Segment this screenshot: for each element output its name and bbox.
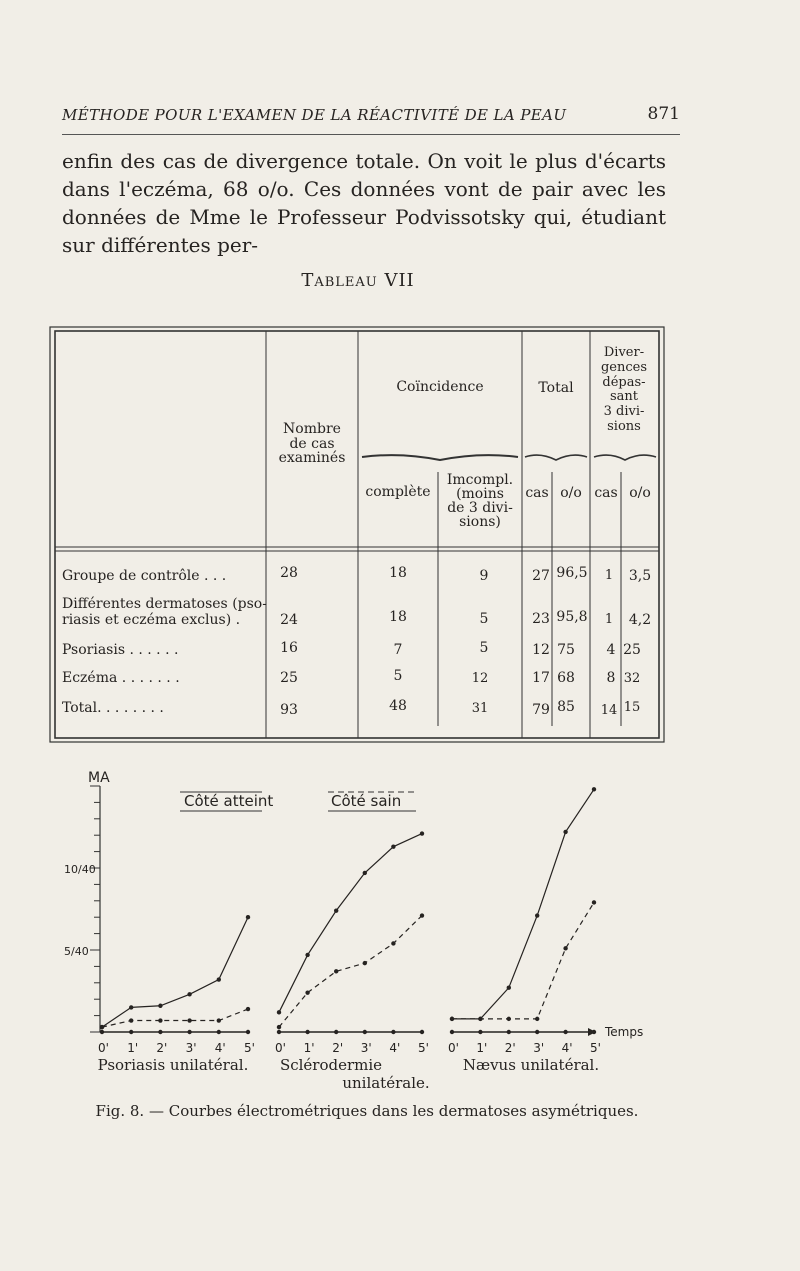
data-point	[334, 969, 338, 973]
data-point	[334, 1030, 338, 1034]
data-point	[277, 1010, 281, 1014]
hdr-div-6: sions	[607, 419, 641, 434]
data-point	[187, 992, 191, 996]
hdr-nombre-2: de cas	[289, 436, 335, 452]
data-point	[305, 953, 309, 957]
row-label: Groupe de contrôle . . .	[62, 568, 227, 584]
row-label: Eczéma . . . . . . .	[62, 670, 180, 686]
cell-complete: 5	[393, 668, 403, 684]
row-label: Différentes dermatoses (pso-	[62, 596, 267, 612]
x-tick-label: 4'	[389, 1041, 401, 1055]
data-point	[592, 787, 596, 791]
cell-div-cas: 4	[606, 642, 616, 658]
cell-total-pct: 96,5	[556, 565, 588, 581]
hdr-incomplete-1: Imcompl.	[446, 472, 514, 488]
data-point	[246, 1007, 250, 1011]
cell-total-pct: 68	[557, 670, 575, 686]
cell-div-cas: 14	[600, 703, 618, 718]
data-point	[129, 1030, 133, 1034]
cell-nombre: 93	[280, 702, 298, 718]
cell-total-pct: 95,8	[556, 609, 588, 625]
hdr-div-pct: o/o	[629, 485, 651, 501]
x-tick-label: 3'	[533, 1041, 545, 1055]
hdr-incomplete-3: de 3 divi-	[447, 500, 513, 516]
hdr-div-5: 3 divi-	[603, 404, 645, 419]
cell-total-pct: 75	[557, 642, 575, 658]
data-point	[391, 844, 395, 848]
x-tick-label: 3'	[185, 1041, 197, 1055]
x-tick-label: 3'	[360, 1041, 372, 1055]
data-point	[129, 1005, 133, 1009]
y-tick-label-10-40: 10/40	[64, 863, 96, 876]
data-point	[478, 1017, 482, 1021]
data-point	[363, 1030, 367, 1034]
figure-caption: Fig. 8. — Courbes électrométriques dans les dermatoses asymétriques.	[95, 1102, 639, 1120]
hdr-div-1: Diver-	[603, 345, 645, 360]
x-tick-label: 4'	[561, 1041, 573, 1055]
cell-complete: 48	[389, 698, 407, 714]
cell-complete: 18	[389, 609, 407, 625]
x-tick-label: 5'	[590, 1041, 601, 1055]
data-point	[187, 1018, 191, 1022]
data-point	[535, 1017, 539, 1021]
data-point	[217, 1018, 221, 1022]
cell-total-cas: 79	[532, 702, 550, 718]
data-point	[305, 990, 309, 994]
data-point	[450, 1017, 454, 1021]
time-arrow	[588, 1028, 596, 1036]
cell-div-cas: 8	[606, 670, 616, 686]
cell-incomplete: 12	[471, 671, 489, 686]
chart-panels	[100, 787, 596, 1036]
cell-div-cas: 1	[604, 568, 614, 583]
x-tick-label: 5'	[244, 1041, 255, 1055]
series-line-atteint	[279, 834, 422, 1013]
x-tick-label: 0'	[448, 1041, 459, 1055]
data-point	[391, 941, 395, 945]
series-line-atteint	[102, 917, 248, 1027]
data-point	[158, 1018, 162, 1022]
data-point	[507, 1030, 511, 1034]
data-point	[129, 1018, 133, 1022]
hdr-div-3: dépas-	[602, 375, 646, 390]
x-tick-labels	[98, 1041, 601, 1055]
table-caption-text: Tableau VII	[301, 270, 415, 291]
data-point	[100, 1030, 104, 1034]
data-point	[158, 1030, 162, 1034]
x-tick-label: 2'	[332, 1041, 344, 1055]
x-tick-label: 1'	[127, 1041, 139, 1055]
cell-incomplete: 31	[471, 701, 489, 716]
x-tick-label: 0'	[98, 1041, 109, 1055]
series-line-sain	[279, 916, 422, 1028]
legend-label-sain: Côté sain	[331, 792, 402, 810]
data-point	[363, 871, 367, 875]
data-point	[563, 1030, 567, 1034]
data-point	[420, 1030, 424, 1034]
x-tick-label: 5'	[418, 1041, 429, 1055]
data-point	[391, 1030, 395, 1034]
running-title: MÉTHODE POUR L'EXAMEN DE LA RÉACTIVITÉ DE LA PEAU	[62, 106, 567, 124]
panel-name-psoriasis: Psoriasis unilatéral.	[97, 1056, 249, 1074]
hdr-nombre-3: examinés	[278, 450, 346, 466]
hdr-div-4: sant	[609, 389, 639, 404]
row-label: Total. . . . . . . .	[62, 700, 164, 716]
cell-incomplete: 9	[479, 568, 489, 584]
hdr-coincidence: Coïncidence	[396, 379, 484, 395]
x-tick-label: 1'	[303, 1041, 315, 1055]
cell-nombre: 28	[280, 565, 298, 581]
data-point	[305, 1030, 309, 1034]
hdr-total: Total	[538, 380, 574, 396]
x-axis-label: Temps	[605, 1025, 644, 1039]
x-tick-label: 2'	[504, 1041, 516, 1055]
x-tick-label: 4'	[214, 1041, 226, 1055]
data-point	[535, 1030, 539, 1034]
legend-label-atteint: Côté atteint	[184, 792, 274, 810]
data-point	[246, 1030, 250, 1034]
hdr-incomplete-4: sions)	[459, 514, 501, 530]
cell-complete: 18	[389, 565, 407, 581]
data-point	[507, 986, 511, 990]
hdr-nombre-1: Nombre	[283, 421, 341, 437]
cell-incomplete: 5	[479, 611, 489, 627]
data-point	[246, 915, 250, 919]
panel-name-naevus: Nævus unilatéral.	[462, 1056, 600, 1074]
hdr-incomplete-2: (moins	[456, 486, 504, 502]
x-tick-label: 1'	[476, 1041, 488, 1055]
data-point	[420, 913, 424, 917]
data-point	[450, 1030, 454, 1034]
data-point	[420, 831, 424, 835]
panel-name-sclerodermie: Sclérodermie	[279, 1056, 383, 1074]
hdr-total-pct: o/o	[560, 485, 582, 501]
x-tick-label: 0'	[275, 1041, 286, 1055]
data-point	[478, 1030, 482, 1034]
data-point	[592, 900, 596, 904]
cell-div-pct: 4,2	[628, 612, 652, 628]
cell-div-pct: 32	[623, 671, 641, 686]
cell-complete: 7	[393, 642, 403, 658]
cell-total-cas: 12	[532, 642, 550, 658]
data-point	[563, 830, 567, 834]
cell-div-cas: 1	[604, 612, 614, 627]
x-tick-label: 2'	[156, 1041, 168, 1055]
cell-nombre: 25	[280, 670, 298, 686]
series-line-atteint	[452, 789, 594, 1019]
row-label-cont: riasis et eczéma exclus) .	[62, 612, 241, 628]
series-line-sain	[452, 902, 594, 1018]
cell-nombre: 24	[280, 612, 298, 628]
data-point	[158, 1004, 162, 1008]
data-point	[334, 908, 338, 912]
panel-name-sclerodermie-2: unilatérale.	[342, 1074, 430, 1092]
cell-total-cas: 27	[532, 568, 550, 584]
data-point	[277, 1025, 281, 1029]
cell-incomplete: 5	[479, 640, 489, 656]
data-point	[277, 1030, 281, 1034]
cell-nombre: 16	[280, 640, 298, 656]
data-point	[563, 946, 567, 950]
data-point	[217, 977, 221, 981]
row-label: Psoriasis . . . . . .	[62, 642, 179, 658]
page-number: 871	[647, 104, 680, 124]
cell-total-pct: 85	[557, 699, 575, 715]
hdr-div-cas: cas	[594, 485, 618, 501]
hdr-total-cas: cas	[525, 485, 549, 501]
y-axis-ticks	[90, 786, 100, 1032]
y-tick-label-5-40: 5/40	[64, 945, 89, 958]
data-point	[507, 1017, 511, 1021]
cell-total-cas: 17	[532, 670, 550, 686]
cell-div-pct: 25	[623, 642, 641, 658]
hdr-complete: complète	[365, 484, 431, 500]
y-axis-label: MA	[88, 770, 110, 786]
cell-div-pct: 15	[623, 700, 641, 715]
data-point	[187, 1030, 191, 1034]
data-point	[535, 913, 539, 917]
cell-total-cas: 23	[532, 611, 550, 627]
data-point	[363, 961, 367, 965]
data-point	[100, 1025, 104, 1029]
body-paragraph: enfin des cas de divergence totale. On voit le plus d'écarts dans l'eczéma, 68 o/o. Ces données vont de pair avec les données de Mme le Professeur Podvissotsky qui, étudiant sur différentes per-	[62, 149, 666, 257]
hdr-div-2: gences	[600, 360, 648, 375]
data-point	[217, 1030, 221, 1034]
cell-div-pct: 3,5	[628, 568, 652, 584]
